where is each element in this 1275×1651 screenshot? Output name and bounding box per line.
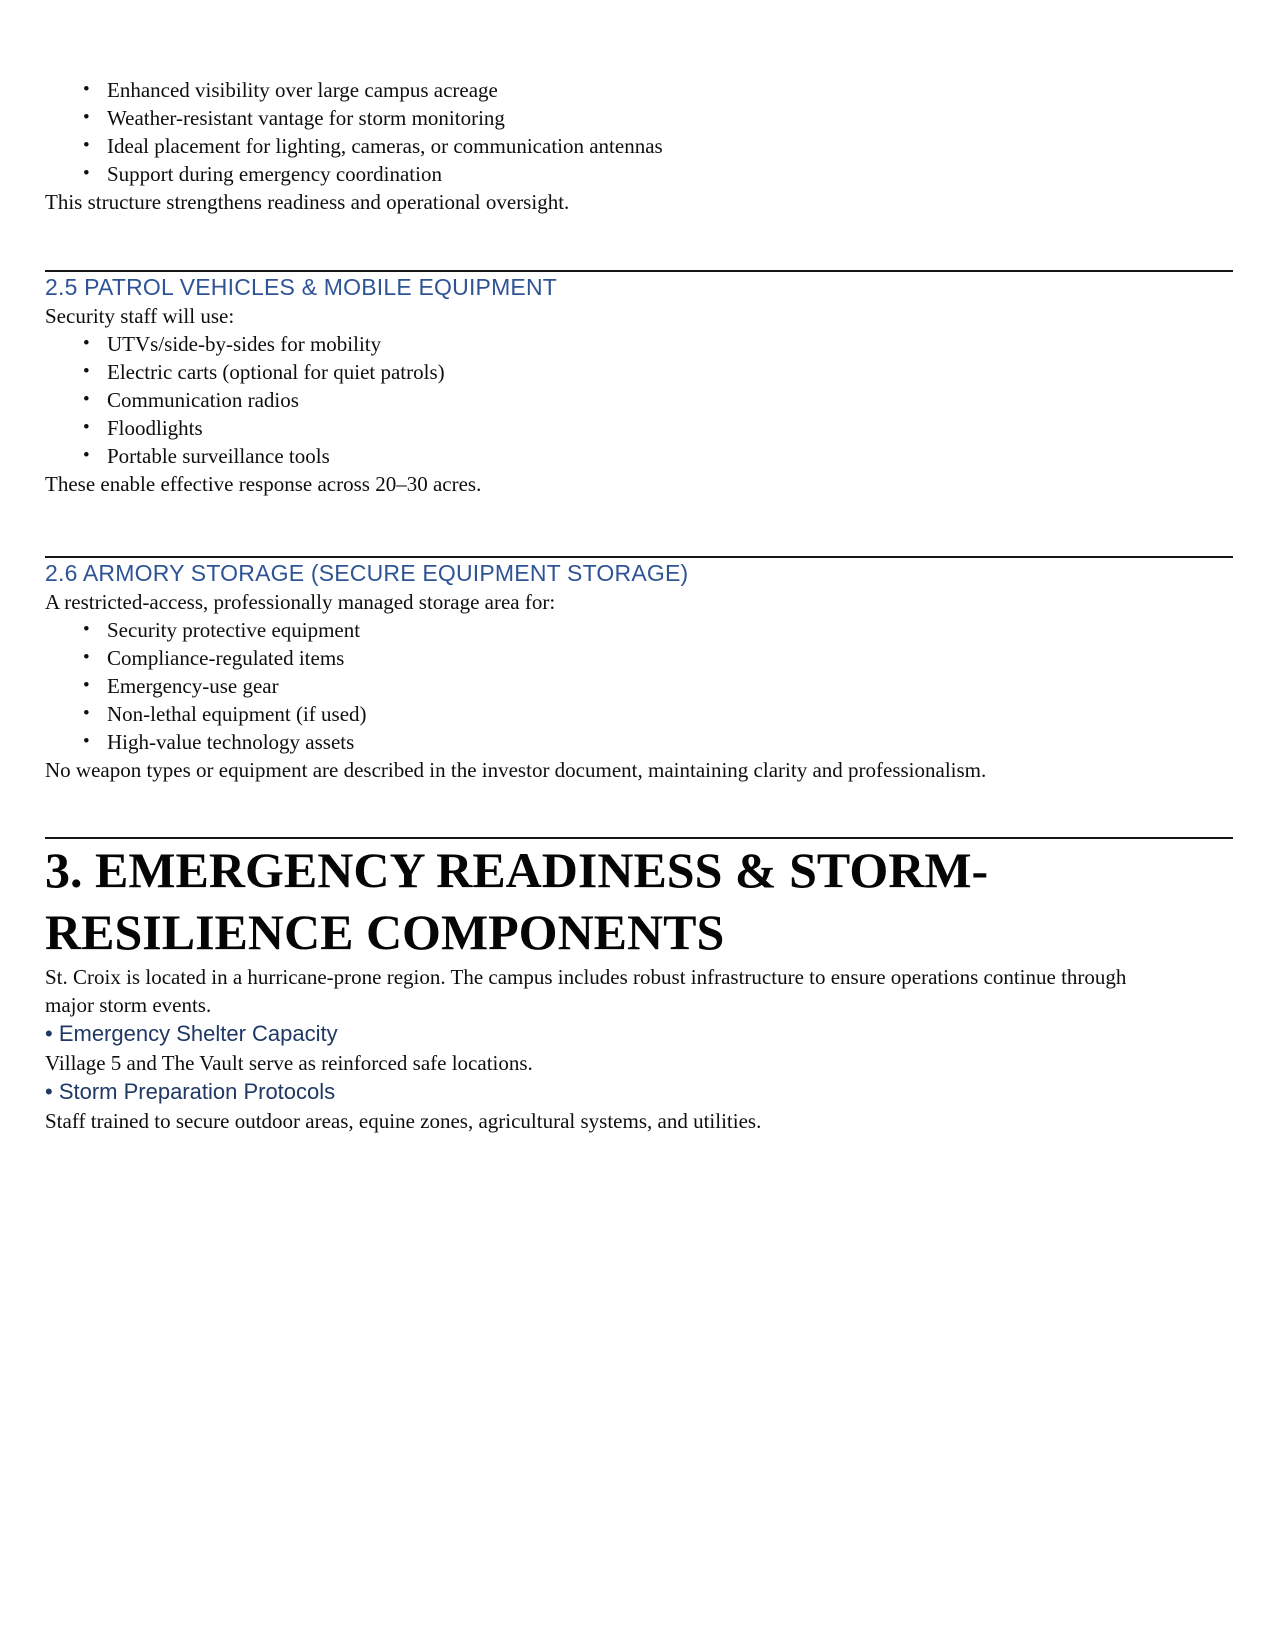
intro-closing-paragraph: This structure strengthens readiness and operational oversight.	[45, 190, 570, 214]
section-2-6-closing-paragraph: No weapon types or equipment are described in the investor document, maintaining clarity and professionalism.	[45, 758, 987, 782]
chapter-title	[45, 839, 1233, 963]
subsection-heading-storm-preparation: • Storm Preparation Protocols	[45, 1079, 336, 1104]
section-heading-2-5: 2.5 PATROL VEHICLES & MOBILE EQUIPMENT	[45, 274, 558, 300]
list-item: • Floodlights	[107, 414, 1233, 442]
list-item: • Non-lethal equipment (if used)	[107, 700, 1233, 728]
chapter-title-line-1: 3. EMERGENCY READINESS & STORM-	[45, 842, 989, 898]
chapter-intro-paragraph: St. Croix is located in a hurricane-prone region. The campus includes robust infrastructure to ensure operations continue through major storm events.	[45, 965, 1127, 1017]
list-item: • Enhanced visibility over large campus acreage	[107, 76, 1233, 104]
list-item: • Electric carts (optional for quiet patrols)	[107, 358, 1233, 386]
section-2-5-closing-paragraph: These enable effective response across 20–30 acres.	[45, 472, 482, 496]
list-item: • High-value technology assets	[107, 728, 1233, 756]
list-item: • Compliance-regulated items	[107, 644, 1233, 672]
list-item: • Support during emergency coordination	[107, 160, 1233, 188]
section-2-6-bullet-list	[45, 616, 1233, 756]
intro-bullet-list	[45, 76, 1233, 188]
section-2-5-lead-paragraph: Security staff will use:	[45, 304, 235, 328]
list-item: • Portable surveillance tools	[107, 442, 1233, 470]
subsection-body-emergency-shelter: Village 5 and The Vault serve as reinforced safe locations.	[45, 1051, 533, 1075]
list-item: • Security protective equipment	[107, 616, 1233, 644]
list-item: • UTVs/side-by-sides for mobility	[107, 330, 1233, 358]
subsection-heading-emergency-shelter: • Emergency Shelter Capacity	[45, 1021, 338, 1046]
section-2-5-bullet-list	[45, 330, 1233, 470]
list-item: • Emergency-use gear	[107, 672, 1233, 700]
chapter-title-line-2: RESILIENCE COMPONENTS	[45, 904, 725, 960]
list-item: • Communication radios	[107, 386, 1233, 414]
list-item: • Ideal placement for lighting, cameras, or communication antennas	[107, 132, 1233, 160]
section-2-6-lead-paragraph: A restricted-access, professionally managed storage area for:	[45, 590, 556, 614]
list-item: • Weather-resistant vantage for storm monitoring	[107, 104, 1233, 132]
section-heading-2-6: 2.6 ARMORY STORAGE (SECURE EQUIPMENT STORAGE)	[45, 560, 689, 586]
subsection-body-storm-preparation: Staff trained to secure outdoor areas, equine zones, agricultural systems, and utilities.	[45, 1109, 762, 1133]
